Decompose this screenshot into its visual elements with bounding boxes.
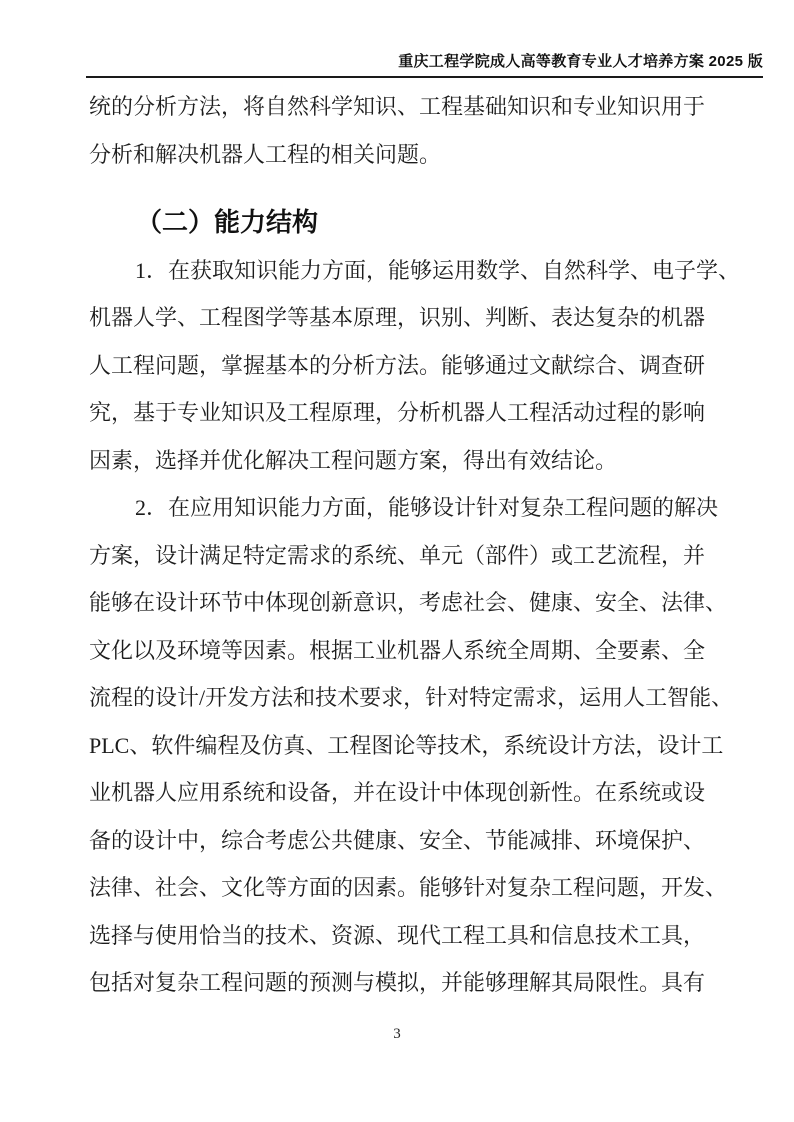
intro-paragraph — [89, 83, 705, 178]
body-line: 备的设计中，综合考虑公共健康、安全、节能减排、环境保护、 — [89, 827, 706, 853]
body-line: 包括对复杂工程问题的预测与模拟，并能够理解其局限性。具有 — [89, 970, 706, 995]
body-line: 方案，设计满足特定需求的系统、单元（部件）或工艺流程，并 — [89, 542, 706, 568]
body-line: 文化以及环境等因素。根据工业机器人系统全周期、全要素、全 — [89, 637, 706, 663]
body-line: 因素，选择并优化解决工程问题方案，得出有效结论。 — [89, 447, 618, 473]
section-heading: （二）能力结构 — [136, 207, 319, 237]
page-header — [86, 50, 763, 78]
body-line: 机器人学、工程图学等基本原理，识别、判断、表达复杂的机器 — [89, 305, 706, 330]
body-line: 能够在设计环节中体现创新意识，考虑社会、健康、安全、法律、 — [89, 590, 728, 615]
header-title: 重庆工程学院成人高等教育专业人才培养方案 2025 版 — [398, 53, 763, 70]
body-line: 统的分析方法，将自然科学知识、工程基础知识和专业知识用于 — [89, 94, 706, 119]
paragraph-ability-1 — [89, 247, 741, 485]
body-line: 1．在获取知识能力方面，能够运用数学、自然科学、电子学、 — [135, 257, 741, 283]
page-footer — [0, 1026, 794, 1043]
body-line: 流程的设计/开发方法和技术要求，针对特定需求，运用人工智能、 — [89, 685, 734, 710]
body-line: 究，基于专业知识及工程原理，分析机器人工程活动过程的影响 — [89, 400, 706, 425]
body-line: 业机器人应用系统和设备，并在设计中体现创新性。在系统或设 — [89, 780, 706, 805]
body-line: PLC、软件编程及仿真、工程图论等技术，系统设计方法，设计工 — [89, 732, 724, 758]
body-line: 人工程问题，掌握基本的分析方法。能够通过文献综合、调查研 — [89, 352, 706, 378]
body-line: 分析和解决机器人工程的相关问题。 — [89, 141, 442, 167]
body-line: 选择与使用恰当的技术、资源、现代工程工具和信息技术工具， — [89, 922, 706, 948]
document-body — [89, 83, 741, 1007]
body-line: 法律、社会、文化等方面的因素。能够针对复杂工程问题，开发、 — [89, 875, 728, 900]
paragraph-ability-2 — [89, 484, 734, 1007]
body-line: 2．在应用知识能力方面，能够设计针对复杂工程问题的解决 — [135, 495, 719, 520]
page-number: 3 — [393, 1026, 401, 1042]
